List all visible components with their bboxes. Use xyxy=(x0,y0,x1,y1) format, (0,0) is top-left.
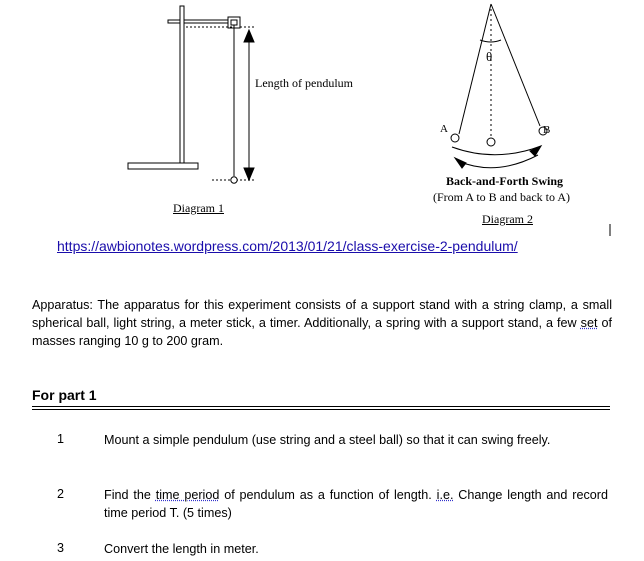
apparatus-text-start: Apparatus: The apparatus for this experiment consists of a support stand with a string clamp, a small spherical ball, light string, a meter stick, a timer. Additionally, a spring with a support stand, a few xyxy=(32,298,612,330)
step-text-part: of pendulum as a function of length. xyxy=(219,488,437,502)
diagram-2-pendulum xyxy=(451,4,547,168)
step-text: Convert the length in meter. xyxy=(104,542,259,556)
apparatus-text-end: of masses ranging 10 g to 200 gram. xyxy=(32,316,612,348)
step-text: Mount a simple pendulum (use string and a steel ball) so that it can swing freely. xyxy=(104,433,551,447)
section-title: For part 1 xyxy=(32,387,97,403)
apparatus-paragraph xyxy=(32,296,612,350)
step-text xyxy=(104,486,608,522)
diagram-1-stand xyxy=(128,6,256,183)
diagram-1-caption: Diagram 1 xyxy=(173,201,224,215)
theta-label: θ xyxy=(486,49,493,64)
swing-subtitle: (From A to B and back to A) xyxy=(433,190,570,204)
diagram-2-caption: Diagram 2 xyxy=(482,212,533,226)
step-marked-phrase: time period xyxy=(155,488,220,502)
step-marked-abbrev: i.e. xyxy=(436,488,454,502)
step-text-part: Find the xyxy=(104,488,156,502)
section-divider-top xyxy=(32,406,610,407)
step-number: 3 xyxy=(57,541,65,555)
source-link[interactable]: https://awbionotes.wordpress.com/2013/01/21/class-exercise-2-pendulum/ xyxy=(57,238,518,254)
step-number: 1 xyxy=(57,432,65,446)
section-divider-bottom xyxy=(32,409,610,410)
apparatus-marked-word: set xyxy=(580,316,598,330)
length-of-pendulum-label: Length of pendulum xyxy=(255,76,353,90)
step-number: 2 xyxy=(57,487,65,501)
point-a-label: A xyxy=(440,123,448,135)
point-b-label: B xyxy=(543,124,551,136)
swing-title: Back-and-Forth Swing xyxy=(446,174,564,188)
step-text-part: Change length and record time period T. (5 times) xyxy=(104,488,608,520)
